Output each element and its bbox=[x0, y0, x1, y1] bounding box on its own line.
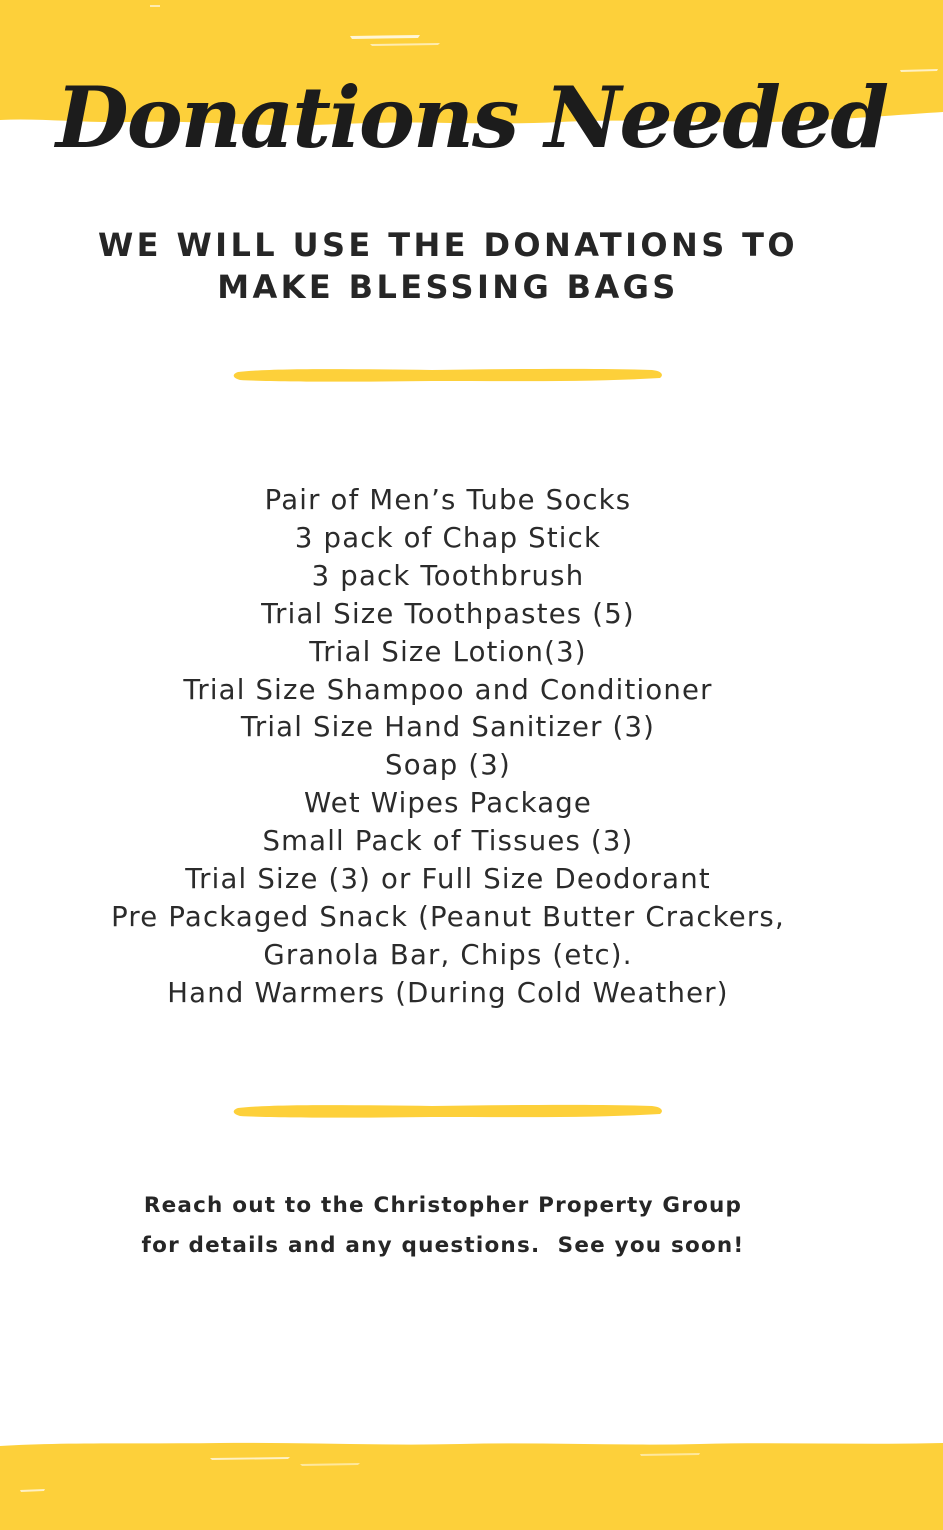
yellow-divider-stroke bbox=[232, 1100, 664, 1122]
subtitle bbox=[0, 224, 896, 308]
list-item: Soap (3) bbox=[385, 749, 511, 782]
list-item: Trial Size Hand Sanitizer (3) bbox=[240, 711, 656, 744]
list-item: Trial Size Shampoo and Conditioner bbox=[183, 673, 713, 706]
contact-note bbox=[0, 1186, 886, 1266]
list-item: 3 pack of Chap Stick bbox=[294, 521, 602, 554]
subtitle-line-2: MAKE BLESSING BAGS bbox=[217, 268, 679, 306]
contact-line-1: Reach out to the Christopher Property Group bbox=[143, 1193, 743, 1218]
list-item: 3 pack Toothbrush bbox=[311, 559, 585, 592]
list-item: Trial Size Lotion(3) bbox=[309, 635, 587, 668]
list-item: Trial Size (3) or Full Size Deodorant bbox=[185, 863, 711, 896]
yellow-divider-stroke bbox=[232, 364, 664, 386]
list-item: Trial Size Toothpastes (5) bbox=[261, 597, 635, 630]
bottom-yellow-band bbox=[0, 1440, 943, 1530]
list-item: Small Pack of Tissues (3) bbox=[262, 825, 634, 858]
list-item: Pair of Men’s Tube Socks bbox=[264, 484, 632, 516]
list-item: Pre Packaged Snack (Peanut Butter Crackers, bbox=[111, 900, 785, 933]
donation-items-list bbox=[0, 482, 896, 1013]
subtitle-line-1: WE WILL USE THE DONATIONS TO bbox=[97, 226, 799, 264]
list-item: Wet Wipes Package bbox=[303, 787, 593, 820]
page-title: Donations Needed bbox=[55, 68, 888, 167]
contact-line-2: for details and any questions. See you soon! bbox=[141, 1233, 745, 1258]
list-item: Granola Bar, Chips (etc). bbox=[263, 938, 633, 971]
list-item: Hand Warmers (During Cold Weather) bbox=[167, 976, 729, 1009]
